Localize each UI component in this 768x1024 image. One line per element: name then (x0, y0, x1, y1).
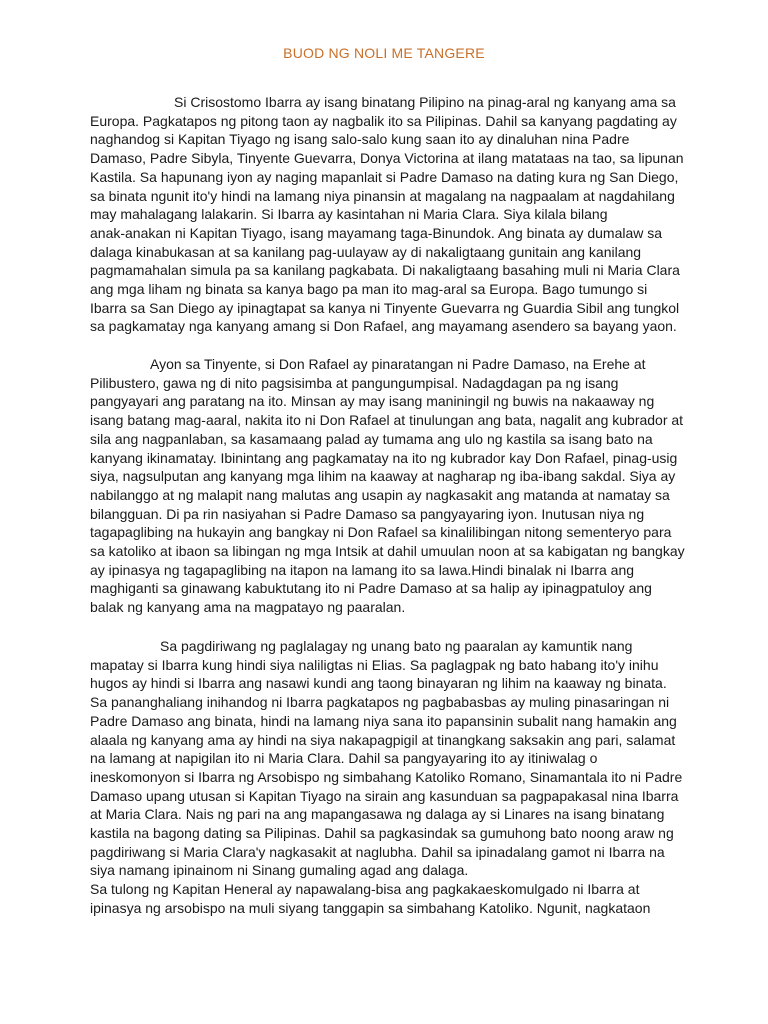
text-line: isang batang mag-aaral, nakita ito ni Don Rafael at tinulungan ang bata, nagalit ang kubrador at (90, 412, 684, 429)
text-line: bilangguan. Di pa rin nasiyahan si Padre Damaso sa pangyayaring iyon. Inutusan niya ng (90, 505, 645, 522)
text-line: pagdiriwang si Maria Clara'y nagkasakit at naglubha. Dahil sa ipinadalang gamot ni Ibarra na (90, 843, 665, 860)
text-line: Damaso upang utusan si Kapitan Tiyago na sirain ang kasunduan sa pagpapakasal nina Ibarra (90, 787, 679, 804)
text-line: sa katoliko at ibaon sa libingan ng mga Intsik at dahil umuulan noon at sa kabigatan ng bangkay (90, 543, 685, 560)
text-line: ay ipinasya ng tagapaglibing na itapon na lamang ito sa lawa.Hindi binalak ni Ibarra ang (90, 561, 635, 578)
text-line: sila ang nagpanlaban, sa kasamaang palad ay tumama ang ulo ng kastila sa isang bato na (90, 430, 653, 447)
text-line: Europa. Pagkatapos ng pitong taon ay nagbalik ito sa Pilipinas. Dahil sa kanyang pagdating ay (90, 112, 677, 129)
paragraph-3 (90, 637, 690, 918)
text-line: siya, nagsulputan ang kanyang mga lihim na kaaway at nagharap ng iba-ibang sakdal. Siya ay (90, 468, 676, 485)
text-line: Sa tulong ng Kapitan Heneral ay napawalang-bisa ang pagkakaeskomulgado ni Ibarra at (90, 881, 640, 898)
text-line: Damaso, Padre Sibyla, Tinyente Guevarra, Donya Victorina at ilang matataas na tao, sa lipunan (90, 150, 684, 167)
text-line: na lamang at napigilan ito ni Maria Clara. Dahil sa pangyayaring ito ay itiniwalag o (90, 750, 598, 767)
text-line: Kastila. Sa hapunang iyon ay naging mapanlait si Padre Damaso na dating kura ng San Diego, (90, 168, 679, 185)
text-line: Sa pagdiriwang ng paglalagay ng unang bato ng paaralan ay kamuntik nang (160, 638, 633, 654)
text-line: siya namang ipinainom ni Sinang gumaling agad ang dalaga. (90, 862, 469, 879)
text-line: kanyang ikinamatay. Ibinintang ang pagkamatay na ito ng kubrador kay Don Rafael, pinag-usig (90, 449, 678, 466)
text-line: alaala ng kanyang ama ay hindi na siya nakapagpigil at tinangkang saksakin ang pari, salamat (90, 731, 676, 748)
text-line: Si Crisostomo Ibarra ay isang binatang Pilipino na pinag-aral ng kanyang ama sa (174, 94, 676, 110)
text-line: ipinasya ng arsobispo na muli siyang tanggapin sa simbahang Katoliko. Ngunit, nagkataon (90, 899, 651, 916)
text-line: tagapaglibing na hukayin ang bangkay ni Don Rafael sa kinalilibingan nitong sementeryo para (90, 524, 672, 541)
text-line: naghandog si Kapitan Tiyago ng isang salo-salo kung saan ito ay dinaluhan nina Padre (90, 131, 630, 148)
text-line: nabilanggo at ng malapit nang malutas ang usapin ay nagkasakit ang matanda at namatay sa (90, 486, 670, 503)
text-line: Padre Damaso ang binata, hindi na lamang niya sana ito papansinin subalit nang hamakin ang (90, 712, 677, 729)
text-line: Sa pananghaliang inihandog ni Ibarra pagkatapos ng pagbabasbas ay muling pinasaringan ni (90, 694, 670, 711)
text-line: ang mga liham ng binata sa kanya bago pa man ito mag-aral sa Europa. Bago tumungo si (90, 281, 648, 298)
text-line: Ayon sa Tinyente, si Don Rafael ay pinaratangan ni Padre Damaso, na Erehe at (150, 356, 646, 372)
text-line: hugos ay hindi si Ibarra ang nasawi kundi ang taong binayaran ng lihim na kaaway ng binata. (90, 675, 667, 692)
text-line: maghiganti sa ginawang kabuktutang ito ni Padre Damaso at sa halip ay ipinagpatuloy ang (90, 580, 652, 597)
text-line: sa binata ngunit ito'y hindi na lamang niya pinansin at magalang na nagpaalam at nagdahilang (90, 187, 675, 204)
paragraph-1 (90, 93, 690, 336)
text-line: kastila na bagong dating sa Pilipinas. Dahil sa pagkasindak sa gumuhong bato noong araw ng (90, 825, 674, 842)
text-line: pangyayari ang paratang na ito. Minsan ay may isang maniningil ng buwis na nakaaway ng (90, 393, 655, 410)
text-line: anak-anakan ni Kapitan Tiyago, isang mayamang taga-Binundok. Ang binata ay dumalaw sa (90, 224, 663, 241)
text-line: balak ng kanyang ama na magpatayo ng paaralan. (90, 599, 406, 616)
text-line: pagmamahalan simula pa sa kanilang pagkabata. Di nakaligtaang basahing muli ni Maria Clara (90, 262, 680, 279)
text-line: Pilibustero, gawa ng di nito pagsisimba at pangungumpisal. Nadagdagan pa ng isang (90, 374, 619, 391)
text-line: at Maria Clara. Nais ng pari na ang mapangasawa ng dalaga ay si Linares na isang binatang (90, 806, 665, 823)
text-line: ineskomonyon si Ibarra ng Arsobispo ng simbahang Katoliko Romano, Sinamantala ito ni Padre (90, 768, 683, 785)
text-line: mapatay si Ibarra kung hindi siya naliligtas ni Elias. Sa paglagpak ng bato habang ito'y inihu (90, 656, 659, 673)
text-line: may mahalagang lalakarin. Si Ibarra ay kasintahan ni Maria Clara. Siya kilala bilang (90, 206, 608, 223)
document-title: BUOD NG NOLI ME TANGERE (283, 45, 485, 61)
text-line: dalaga kinabukasan at sa kanilang pag-uulayaw ay di nakaligtaang gunitain ang kanilang (90, 243, 642, 260)
paragraph-2 (90, 355, 690, 617)
text-line: Ibarra sa San Diego ay ipinagtapat sa kanya ni Tinyente Guevarra ng Guardia Sibil ang tungkol (90, 299, 680, 316)
text-line: sa pagkamatay nga kanyang amang si Don Rafael, ang mayamang asendero sa bayang yaon. (90, 318, 677, 335)
